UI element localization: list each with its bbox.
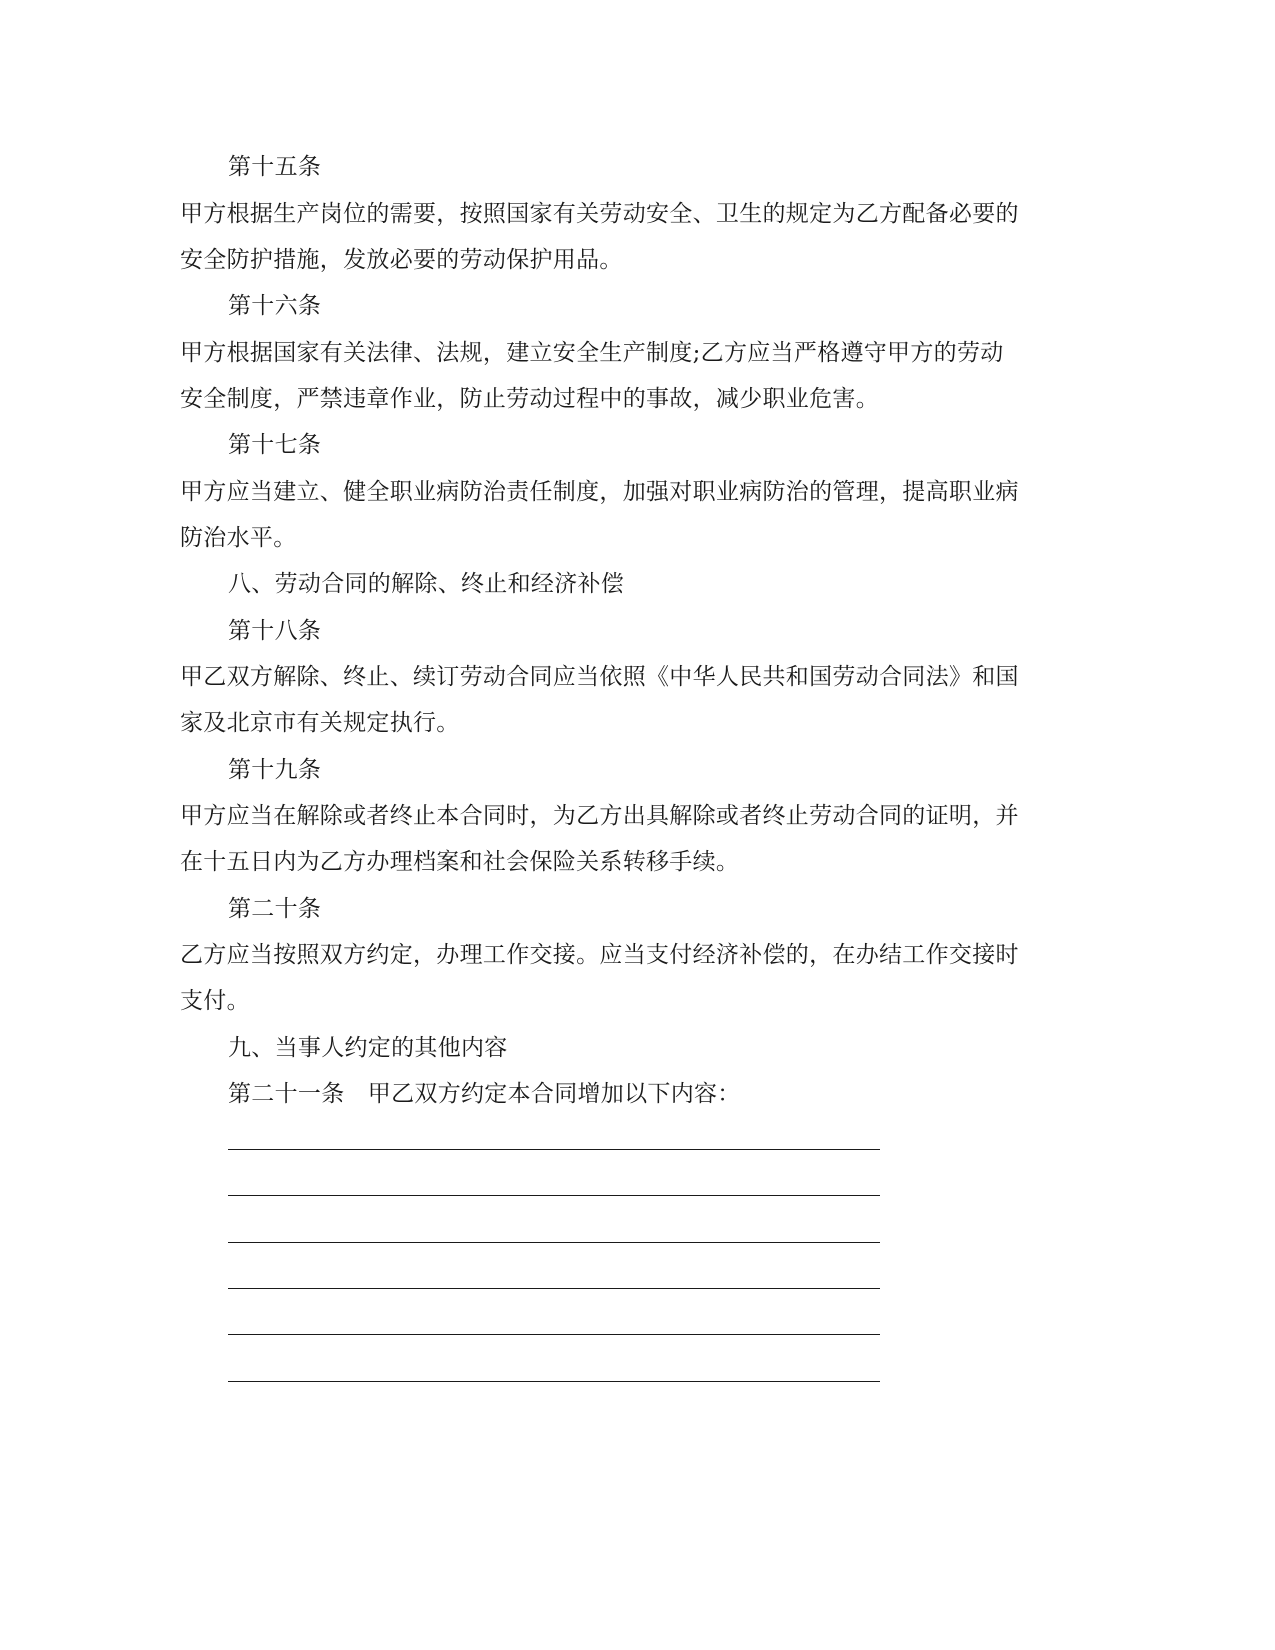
fill-in-blank-line — [228, 1334, 880, 1335]
article-19-heading: 第十九条 — [228, 757, 322, 783]
fill-in-blank-line — [228, 1381, 880, 1382]
article-21-text: 第二十一条 甲乙双方约定本合同增加以下内容： — [228, 1081, 741, 1107]
article-18-text-line-2: 家及北京市有关规定执行。 — [180, 710, 460, 736]
article-20-heading: 第二十条 — [228, 896, 322, 922]
section-9-heading: 九、当事人约定的其他内容 — [228, 1035, 508, 1061]
article-19-text-line-1: 甲方应当在解除或者终止本合同时，为乙方出具解除或者终止劳动合同的证明，并 — [180, 803, 1019, 829]
article-17-text-line-1: 甲方应当建立、健全职业病防治责任制度，加强对职业病防治的管理，提高职业病 — [180, 479, 1019, 505]
article-16-heading: 第十六条 — [228, 293, 322, 319]
article-20-text-line-2: 支付。 — [180, 988, 250, 1014]
article-17-heading: 第十七条 — [228, 432, 322, 458]
article-16-text-line-2: 安全制度，严禁违章作业，防止劳动过程中的事故，减少职业危害。 — [180, 386, 879, 412]
fill-in-blank-line — [228, 1195, 880, 1196]
article-15-text-line-1: 甲方根据生产岗位的需要，按照国家有关劳动安全、卫生的规定为乙方配备必要的 — [180, 201, 1019, 227]
fill-in-blank-line — [228, 1149, 880, 1150]
article-20-text-line-1: 乙方应当按照双方约定，办理工作交接。应当支付经济补偿的，在办结工作交接时 — [180, 942, 1019, 968]
article-16-text-line-1: 甲方根据国家有关法律、法规，建立安全生产制度;乙方应当严格遵守甲方的劳动 — [180, 340, 1004, 366]
section-8-heading: 八、劳动合同的解除、终止和经济补偿 — [228, 571, 625, 597]
article-19-text-line-2: 在十五日内为乙方办理档案和社会保险关系转移手续。 — [180, 849, 740, 875]
fill-in-blank-line — [228, 1242, 880, 1243]
article-17-text-line-2: 防治水平。 — [180, 525, 297, 551]
article-18-text-line-1: 甲乙双方解除、终止、续订劳动合同应当依照《中华人民共和国劳动合同法》和国 — [180, 664, 1019, 690]
fill-in-blank-line — [228, 1288, 880, 1289]
article-15-text-line-2: 安全防护措施，发放必要的劳动保护用品。 — [180, 247, 623, 273]
article-18-heading: 第十八条 — [228, 618, 322, 644]
article-15-heading: 第十五条 — [228, 154, 322, 180]
